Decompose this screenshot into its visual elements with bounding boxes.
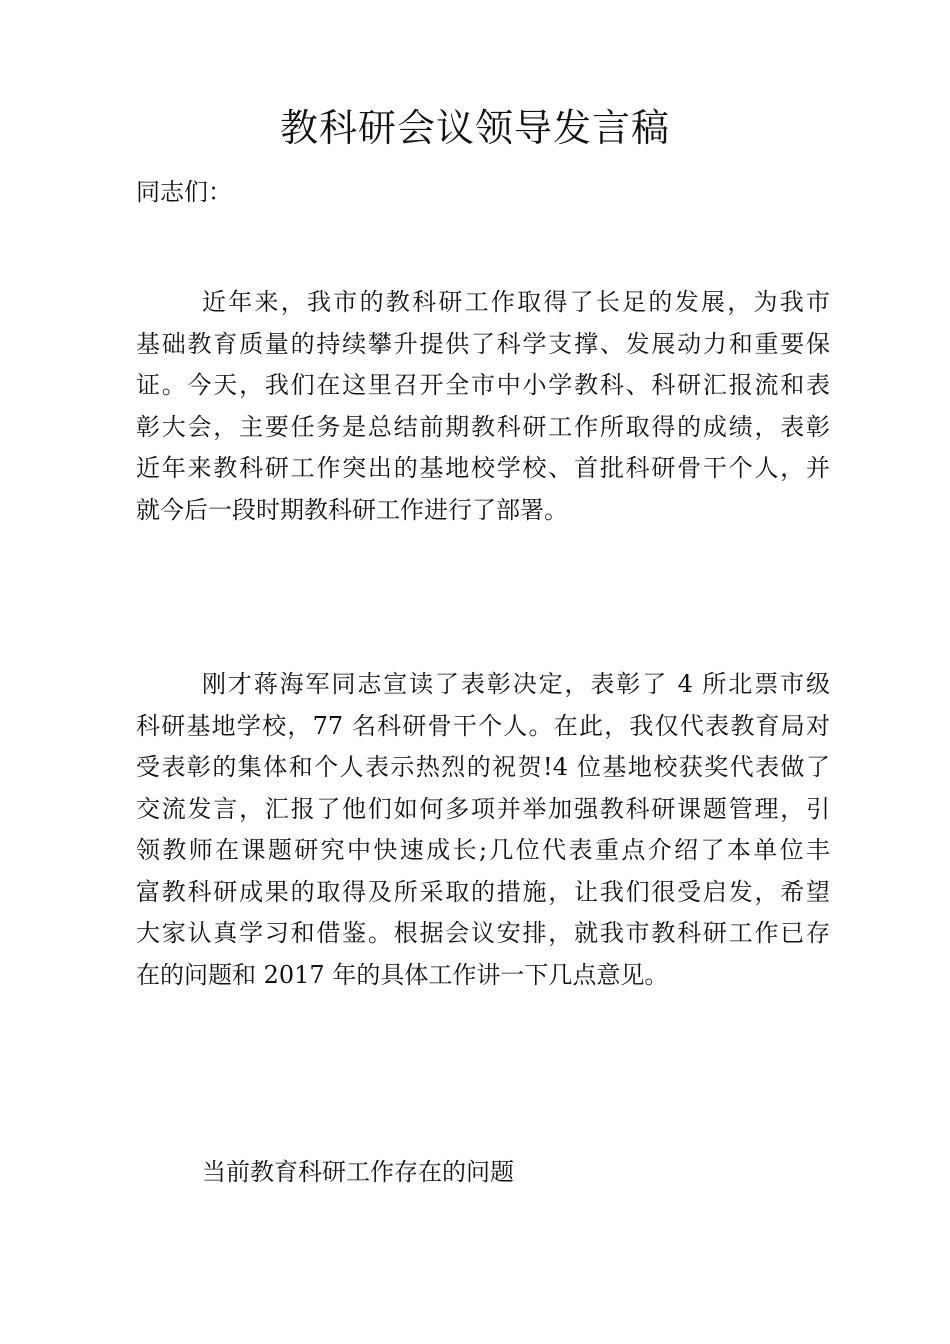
document-title: 教科研会议领导发言稿 [279,106,670,150]
paragraph-line: 领教师在课题研究中快速成长;几位代表重点介绍了本单位丰 [136,836,830,864]
paragraph-2 [136,664,830,996]
paragraph-line: 在的问题和 2017 年的具体工作讲一下几点意见。 [136,960,669,989]
paragraph-line: 近年来教科研工作突出的基地校学校、首批科研骨干个人，并 [136,454,830,482]
paragraph-line: 基础教育质量的持续攀升提供了科学支撑、发展动力和重要保 [136,329,830,358]
paragraph-line: 就今后一段时期教科研工作进行了部署。 [136,495,568,524]
paragraph-line: 科研基地学校，77 名科研骨干个人。在此，我仅代表教育局对 [136,711,830,740]
paragraph-line: 证。今天，我们在这里召开全市中小学教科、科研汇报流和表 [136,371,830,399]
paragraph-line: 富教科研成果的取得及所采取的措施，让我们很受启发，希望 [136,877,830,906]
paragraph-line: 交流发言，汇报了他们如何多项并举加强教科研课题管理，引 [136,794,830,823]
paragraph-line: 刚才蒋海军同志宣读了表彰决定，表彰了 4 所北票市级 [202,670,830,698]
greeting: 同志们： [136,178,232,206]
paragraph-line: 受表彰的集体和个人表示热烈的祝贺!4 位基地校获奖代表做了 [136,753,830,781]
paragraph-line: 近年来，我市的教科研工作取得了长足的发展，为我市 [202,288,830,316]
section-heading: 当前教育科研工作存在的问题 [202,1158,514,1186]
paragraph-line: 大家认真学习和借鉴。根据会议安排，就我市教科研工作已存 [136,919,830,947]
paragraph-line: 彰大会，主要任务是总结前期教科研工作所取得的成绩，表彰 [136,412,830,441]
paragraph-1 [136,282,830,531]
